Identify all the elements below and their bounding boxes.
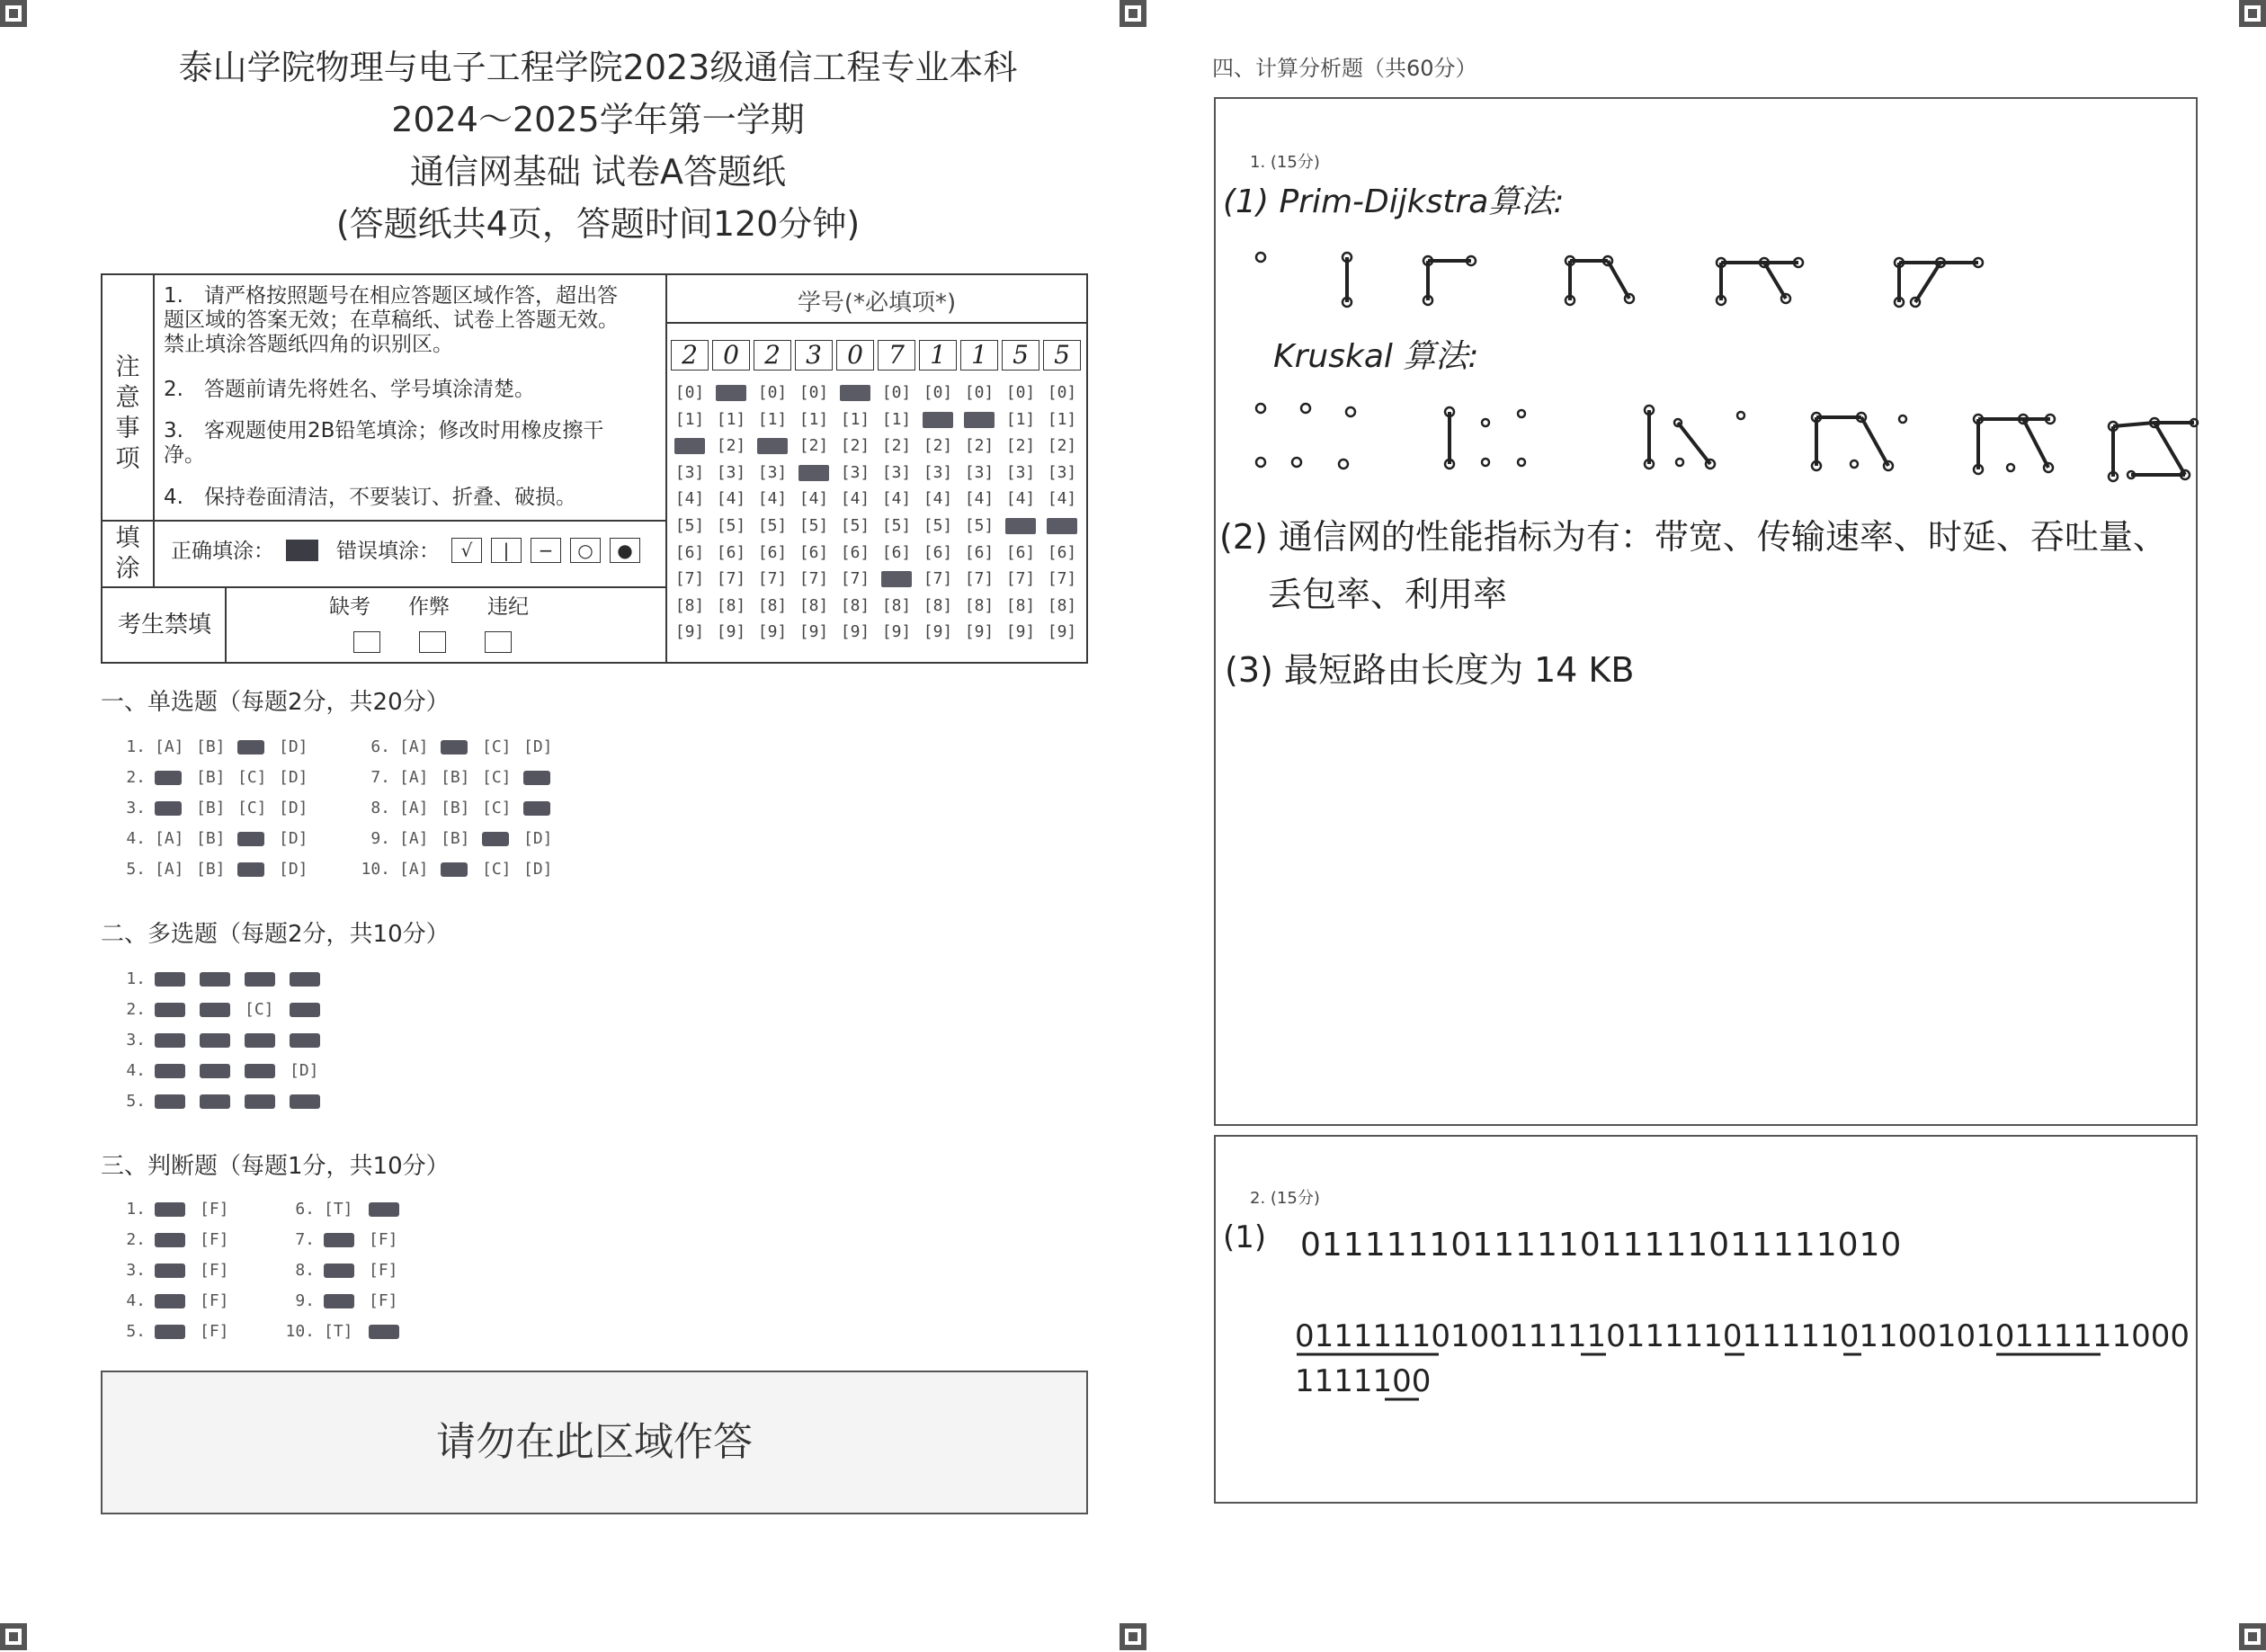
question-number: 9.: [370, 829, 390, 848]
answer-bubble[interactable]: [155, 1294, 185, 1308]
question-row: [275, 1322, 414, 1341]
question-number: 2.: [126, 1230, 146, 1249]
question-row: [113, 1000, 335, 1019]
student-id-bubble[interactable]: [8]: [716, 595, 746, 615]
answer-bubble[interactable]: [155, 1325, 185, 1339]
answer-bubble[interactable]: [155, 1064, 185, 1078]
corner-mark-top-mid: [1120, 0, 1146, 27]
question-number: 4.: [126, 1291, 146, 1310]
student-id-bubble[interactable]: [0]: [674, 383, 705, 402]
answer-bubble[interactable]: [324, 1264, 354, 1278]
student-id-bubble[interactable]: [8]: [881, 595, 912, 615]
answer-bubble[interactable]: [B]: [196, 799, 226, 817]
student-id-bubble[interactable]: [1]: [798, 409, 829, 429]
forbid-checkbox-absent[interactable]: [353, 631, 380, 653]
answer-bubble[interactable]: [B]: [196, 737, 226, 756]
answer-bubble[interactable]: [200, 1033, 230, 1048]
student-id-bubble[interactable]: [9]: [798, 622, 829, 642]
answer-bubble[interactable]: [200, 1003, 230, 1017]
student-id-bubble[interactable]: [9]: [1047, 622, 1077, 642]
student-id-bubble[interactable]: [4]: [881, 489, 912, 509]
question-number: 9.: [295, 1291, 315, 1310]
student-id-digit: 5: [1002, 340, 1039, 371]
divider: [665, 322, 1088, 324]
answer-bubble[interactable]: [155, 771, 182, 785]
section1-title: 一、单选题（每题2分，共20分）: [101, 689, 450, 716]
question-row: [113, 799, 320, 817]
student-id-bubble[interactable]: [6]: [1047, 542, 1077, 562]
question-row: [275, 1261, 414, 1280]
answer-bubble[interactable]: [155, 1233, 185, 1247]
question-number: 4.: [126, 829, 146, 848]
section4-title: 四、计算分析题（共60分）: [1212, 56, 1477, 81]
student-id-bubble[interactable]: [0]: [881, 383, 912, 402]
wrong-fill-example: ●: [610, 538, 640, 563]
student-id-bubble[interactable]: [6]: [881, 542, 912, 562]
answer-bubble[interactable]: [523, 801, 550, 816]
answer-bubble[interactable]: [C]: [237, 799, 267, 817]
student-id-bubble[interactable]: [1]: [840, 409, 870, 429]
q2-line1: 0111111011111011111011111010: [1300, 1227, 1903, 1264]
student-id-bubble[interactable]: [7]: [757, 569, 788, 589]
q1-part3: (3) 最短路由长度为 14 KB: [1225, 650, 1635, 690]
answer-bubble[interactable]: [D]: [523, 829, 553, 848]
student-id-bubble[interactable]: [2]: [840, 436, 870, 456]
student-id-bubble[interactable]: [798, 465, 829, 481]
corner-mark-bottom-mid: [1120, 1623, 1146, 1650]
q1-part2-line2: 丢包率、利用率: [1268, 575, 1508, 614]
student-id-bubble[interactable]: [5]: [674, 516, 705, 535]
q1-label: 1. (15分): [1250, 153, 1320, 172]
answer-bubble[interactable]: [D]: [279, 860, 308, 879]
question-row: [275, 1230, 414, 1249]
question-row: [113, 829, 320, 848]
student-id-bubble[interactable]: [4]: [716, 489, 746, 509]
answer-bubble[interactable]: [A]: [399, 737, 429, 756]
question-number: 2.: [126, 768, 146, 787]
answer-bubble[interactable]: [D]: [279, 737, 308, 756]
section3-title: 三、判断题（每题1分，共10分）: [101, 1153, 450, 1180]
student-id-bubble[interactable]: [7]: [840, 569, 870, 589]
student-id-digit: 7: [878, 340, 915, 371]
answer-bubble[interactable]: [C]: [482, 768, 512, 787]
student-id-bubble[interactable]: [3]: [1047, 462, 1077, 482]
q2-part1-label: (1): [1223, 1219, 1267, 1255]
student-id-bubble[interactable]: [1005, 518, 1036, 534]
student-id-bubble[interactable]: [3]: [840, 462, 870, 482]
answer-bubble[interactable]: [A]: [155, 860, 184, 879]
student-id-bubble[interactable]: [2]: [964, 436, 995, 456]
student-id-bubble[interactable]: [7]: [923, 569, 953, 589]
student-id-bubble[interactable]: [3]: [964, 462, 995, 482]
answer-bubble[interactable]: [441, 740, 468, 755]
forbid-label: 考生禁填: [117, 612, 211, 638]
student-id-bubble[interactable]: [840, 385, 870, 401]
answer-bubble[interactable]: [D]: [279, 799, 308, 817]
student-id-bubble[interactable]: [5]: [881, 516, 912, 535]
answer-bubble[interactable]: [D]: [523, 737, 553, 756]
student-id-bubble[interactable]: [2]: [798, 436, 829, 456]
answer-bubble[interactable]: [155, 1033, 185, 1048]
fill-label: 填涂: [115, 524, 140, 583]
student-id-bubble[interactable]: [9]: [757, 622, 788, 642]
answer-bubble[interactable]: [290, 1094, 320, 1109]
answer-bubble[interactable]: [F]: [200, 1291, 229, 1310]
answer-bubble[interactable]: [C]: [245, 1000, 274, 1019]
student-id-bubble[interactable]: [6]: [1005, 542, 1036, 562]
answer-bubble[interactable]: [155, 1094, 185, 1109]
answer-bubble[interactable]: [C]: [482, 799, 512, 817]
student-id-bubble[interactable]: [6]: [923, 542, 953, 562]
student-id-bubble[interactable]: [9]: [1005, 622, 1036, 642]
student-id-bubble[interactable]: [674, 438, 705, 454]
wrong-fill-label: 错误填涂：: [336, 540, 440, 563]
question-number: 10.: [361, 860, 390, 879]
answer-bubble[interactable]: [155, 972, 185, 987]
question-row: [106, 1200, 245, 1219]
student-id-bubble[interactable]: [0]: [798, 383, 829, 402]
answer-bubble[interactable]: [D]: [279, 829, 308, 848]
answer-bubble[interactable]: [155, 801, 182, 816]
prim-tree-diagrams: [1241, 243, 2005, 324]
notice-label: 注意事项: [115, 353, 140, 473]
student-id-bubble[interactable]: [1]: [757, 409, 788, 429]
question-number: 5.: [126, 1092, 146, 1111]
student-id-bubble[interactable]: [964, 412, 995, 428]
student-id-bubble[interactable]: [716, 385, 746, 401]
answer-bubble[interactable]: [200, 1094, 230, 1109]
student-id-bubble[interactable]: [8]: [674, 595, 705, 615]
student-id-bubble[interactable]: [9]: [716, 622, 746, 642]
answer-bubble[interactable]: [F]: [200, 1261, 229, 1280]
student-id-title: 学号(*必填项*): [797, 290, 957, 317]
student-id-bubble[interactable]: [0]: [757, 383, 788, 402]
answer-bubble[interactable]: [237, 740, 264, 755]
question-row: [106, 1322, 245, 1341]
q1-kruskal: Kruskal 算法:: [1273, 338, 1479, 375]
answer-bubble[interactable]: [200, 972, 230, 987]
question-number: 3.: [126, 1261, 146, 1280]
header-line-3: 通信网基础 试卷A答题纸: [409, 152, 787, 192]
answer-bubble[interactable]: [F]: [369, 1261, 398, 1280]
answer-bubble[interactable]: [441, 862, 468, 877]
student-id-bubble[interactable]: [1047, 518, 1077, 534]
answer-bubble[interactable]: [245, 1033, 275, 1048]
student-id-bubble[interactable]: [8]: [1005, 595, 1036, 615]
divider: [101, 520, 665, 522]
divider: [665, 273, 667, 664]
student-id-bubble[interactable]: [0]: [1047, 383, 1077, 402]
question-number: 5.: [126, 1322, 146, 1341]
answer-bubble[interactable]: [290, 1033, 320, 1048]
answer-bubble[interactable]: [F]: [369, 1291, 398, 1310]
question-number: 1.: [126, 737, 146, 756]
question-number: 1.: [126, 1200, 146, 1219]
question-row: [106, 1291, 245, 1310]
forbid-item-violation: 违纪: [487, 595, 529, 619]
student-id-bubble[interactable]: [8]: [923, 595, 953, 615]
student-id-bubble[interactable]: [2]: [1005, 436, 1036, 456]
question-row: [106, 1230, 245, 1249]
wrong-fill-example: √: [451, 538, 482, 563]
wrong-fill-example: −: [531, 538, 561, 563]
student-id-bubble[interactable]: [7]: [674, 569, 705, 589]
question-row: [358, 860, 565, 879]
divider: [225, 586, 227, 664]
student-id-bubble[interactable]: [4]: [840, 489, 870, 509]
no-answer-text: 请勿在此区域作答: [436, 1419, 753, 1465]
student-id-bubble[interactable]: [8]: [840, 595, 870, 615]
student-id-bubble[interactable]: [0]: [1005, 383, 1036, 402]
notice-item-2: 2. 答题前请先将姓名、学号填涂清楚。: [164, 378, 535, 401]
question-row: [113, 1092, 335, 1111]
student-id-bubble[interactable]: [757, 438, 788, 454]
student-id-bubble[interactable]: [2]: [716, 436, 746, 456]
question-number: 8.: [370, 799, 390, 817]
student-id-bubble[interactable]: [1]: [1047, 409, 1077, 429]
student-id-bubble[interactable]: [7]: [798, 569, 829, 589]
student-id-bubble[interactable]: [7]: [1005, 569, 1036, 589]
student-id-bubble[interactable]: [8]: [964, 595, 995, 615]
student-id-bubble[interactable]: [2]: [1047, 436, 1077, 456]
question-number: 5.: [126, 860, 146, 879]
answer-bubble[interactable]: [B]: [196, 829, 226, 848]
question-row: [275, 1291, 414, 1310]
student-id-bubble[interactable]: [3]: [757, 462, 788, 482]
question-row: [358, 768, 565, 787]
notice-item-3: 3. 客观题使用2B铅笔填涂；修改时用橡皮擦干净。: [164, 419, 604, 467]
student-id-bubble[interactable]: [3]: [674, 462, 705, 482]
answer-bubble[interactable]: [245, 1064, 275, 1078]
corner-mark-bottom-left: [0, 1623, 27, 1650]
student-id-bubble[interactable]: [5]: [923, 516, 953, 535]
correct-fill-label: 正确填涂：: [171, 540, 274, 563]
student-id-bubble[interactable]: [6]: [674, 542, 705, 562]
answer-bubble[interactable]: [C]: [482, 860, 512, 879]
answer-bubble[interactable]: [369, 1202, 399, 1217]
question-number: 3.: [126, 1031, 146, 1049]
student-id-bubble[interactable]: [4]: [1005, 489, 1036, 509]
q2-label: 2. (15分): [1250, 1189, 1320, 1208]
student-id-bubble[interactable]: [9]: [964, 622, 995, 642]
answer-bubble[interactable]: [D]: [290, 1061, 319, 1080]
student-id-bubble[interactable]: [2]: [881, 436, 912, 456]
answer-bubble[interactable]: [200, 1064, 230, 1078]
student-id-bubble[interactable]: [5]: [840, 516, 870, 535]
student-id-bubble[interactable]: [923, 412, 953, 428]
student-id-bubble[interactable]: [4]: [923, 489, 953, 509]
header-line-4: (答题纸共4页，答题时间120分钟): [335, 204, 861, 244]
student-id-bubble[interactable]: [3]: [1005, 462, 1036, 482]
student-id-bubble[interactable]: [6]: [840, 542, 870, 562]
correct-fill-example: [286, 540, 318, 561]
answer-bubble[interactable]: [369, 1325, 399, 1339]
header-line-1: 泰山学院物理与电子工程学院2023级通信工程专业本科: [178, 48, 1018, 87]
student-id-bubble[interactable]: [8]: [798, 595, 829, 615]
divider: [101, 586, 665, 588]
student-id-bubble[interactable]: [8]: [757, 595, 788, 615]
student-id-bubble[interactable]: [9]: [881, 622, 912, 642]
answer-bubble[interactable]: [D]: [523, 860, 553, 879]
answer-bubble[interactable]: [F]: [200, 1322, 229, 1341]
answer-bubble[interactable]: [245, 1094, 275, 1109]
answer-bubble[interactable]: [F]: [200, 1230, 229, 1249]
question-number: 7.: [295, 1230, 315, 1249]
q1-part2-line1: (2) 通信网的性能指标为有：带宽、传输速率、时延、吞吐量、: [1219, 517, 2167, 557]
student-id-bubble[interactable]: [4]: [674, 489, 705, 509]
student-id-bubble[interactable]: [6]: [757, 542, 788, 562]
answer-bubble[interactable]: [155, 1202, 185, 1217]
answer-bubble[interactable]: [A]: [155, 829, 184, 848]
answer-bubble[interactable]: [D]: [279, 768, 308, 787]
student-id-bubble[interactable]: [1]: [881, 409, 912, 429]
divider: [153, 273, 155, 586]
q1-part1: (1) Prim-Dijkstra算法:: [1223, 183, 1565, 220]
student-id-digit: 3: [795, 340, 833, 371]
question-row: [113, 768, 320, 787]
kruskal-tree-diagrams: [1250, 396, 2203, 486]
answer-bubble[interactable]: [482, 832, 509, 846]
question-row: [358, 829, 565, 848]
forbid-checkbox-cheat[interactable]: [419, 631, 446, 653]
answer-bubble[interactable]: [T]: [324, 1322, 353, 1341]
student-id-bubble[interactable]: [1]: [1005, 409, 1036, 429]
student-id-bubble[interactable]: [5]: [798, 516, 829, 535]
answer-bubble[interactable]: [A]: [399, 860, 429, 879]
student-id-bubble[interactable]: [7]: [716, 569, 746, 589]
answer-bubble[interactable]: [155, 1003, 185, 1017]
student-id-digit: 1: [960, 340, 998, 371]
answer-bubble[interactable]: [T]: [324, 1200, 353, 1219]
corner-mark-top-right: [2239, 0, 2266, 27]
wrong-fill-example: |: [491, 538, 522, 563]
question-row: [358, 737, 565, 756]
answer-bubble[interactable]: [523, 771, 550, 785]
student-id-bubble[interactable]: [4]: [964, 489, 995, 509]
q2-line3: 1111100: [1295, 1363, 1432, 1399]
student-id-bubble[interactable]: [8]: [1047, 595, 1077, 615]
answer-bubble[interactable]: [F]: [200, 1200, 229, 1219]
student-id-bubble[interactable]: [0]: [923, 383, 953, 402]
student-id-digit: 1: [919, 340, 957, 371]
answer-bubble[interactable]: [B]: [441, 829, 470, 848]
student-id-bubble[interactable]: [6]: [798, 542, 829, 562]
question-number: 6.: [295, 1200, 315, 1219]
student-id-bubble[interactable]: [881, 571, 912, 587]
q2-line2: 0111111010011111011111011111011001010111111000: [1295, 1318, 2190, 1354]
question-row: [113, 1031, 335, 1049]
answer-bubble[interactable]: [290, 972, 320, 987]
answer-bubble[interactable]: [237, 832, 264, 846]
answer-bubble[interactable]: [F]: [369, 1230, 398, 1249]
question-number: 4.: [126, 1061, 146, 1080]
answer-bubble[interactable]: [B]: [196, 860, 226, 879]
corner-mark-top-left: [0, 0, 27, 27]
student-id-digit: 2: [671, 340, 709, 371]
answer-bubble[interactable]: [A]: [399, 768, 429, 787]
answer-bubble[interactable]: [B]: [441, 768, 470, 787]
answer-bubble[interactable]: [B]: [441, 799, 470, 817]
wrong-fill-example: ○: [570, 538, 601, 563]
answer-bubble[interactable]: [237, 862, 264, 877]
question-number: 8.: [295, 1261, 315, 1280]
student-id-bubble[interactable]: [7]: [1047, 569, 1077, 589]
forbid-item-absent: 缺考: [329, 595, 370, 619]
forbid-checkbox-violation[interactable]: [485, 631, 512, 653]
student-id-bubble[interactable]: [0]: [964, 383, 995, 402]
notice-item-1: 1. 请严格按照题号在相应答题区域作答，超出答题区域的答案无效；在草稿纸、试卷上答题无效。禁止填涂答题纸四角的识别区。: [164, 284, 619, 356]
student-id-bubble[interactable]: [5]: [716, 516, 746, 535]
question-number: 6.: [370, 737, 390, 756]
answer-bubble[interactable]: [324, 1294, 354, 1308]
student-id-digit: 0: [712, 340, 750, 371]
question-row: [113, 969, 335, 988]
student-id-bubble[interactable]: [5]: [757, 516, 788, 535]
student-id-bubble[interactable]: [4]: [798, 489, 829, 509]
question-number: 2.: [126, 1000, 146, 1019]
question-number: 3.: [126, 799, 146, 817]
student-id-bubble[interactable]: [9]: [923, 622, 953, 642]
question-row: [106, 1261, 245, 1280]
answer-bubble[interactable]: [324, 1233, 354, 1247]
corner-mark-bottom-right: [2239, 1623, 2266, 1650]
question-row: [113, 860, 320, 879]
student-id-bubble[interactable]: [1]: [716, 409, 746, 429]
student-id-bubble[interactable]: [6]: [964, 542, 995, 562]
student-id-digit: 0: [836, 340, 874, 371]
answer-bubble[interactable]: [A]: [399, 799, 429, 817]
forbid-item-cheat: 作弊: [408, 595, 450, 619]
no-answer-zone: [101, 1371, 1088, 1514]
question-number: 7.: [370, 768, 390, 787]
student-id-bubble[interactable]: [7]: [964, 569, 995, 589]
student-id-digit: 5: [1043, 340, 1081, 371]
student-id-bubble[interactable]: [9]: [674, 622, 705, 642]
section2-title: 二、多选题（每题2分，共10分）: [101, 921, 450, 948]
answer-bubble[interactable]: [C]: [482, 737, 512, 756]
student-id-bubble[interactable]: [6]: [716, 542, 746, 562]
student-id-bubble[interactable]: [3]: [716, 462, 746, 482]
question-number: 1.: [126, 969, 146, 988]
answer-bubble[interactable]: [C]: [237, 768, 267, 787]
question-row: [113, 737, 320, 756]
notice-item-4: 4. 保持卷面清洁，不要装订、折叠、破损。: [164, 486, 576, 509]
answer-bubble[interactable]: [A]: [399, 829, 429, 848]
header-line-2: 2024～2025学年第一学期: [391, 100, 805, 139]
student-id-bubble[interactable]: [5]: [964, 516, 995, 535]
student-id-digit: 2: [754, 340, 791, 371]
student-id-bubble[interactable]: [3]: [923, 462, 953, 482]
student-id-bubble[interactable]: [4]: [757, 489, 788, 509]
student-id-bubble[interactable]: [9]: [840, 622, 870, 642]
q2-underlines: [1295, 1349, 2176, 1403]
answer-bubble[interactable]: [B]: [196, 768, 226, 787]
student-id-bubble[interactable]: [3]: [881, 462, 912, 482]
student-id-bubble[interactable]: [4]: [1047, 489, 1077, 509]
question-row: [275, 1200, 414, 1219]
answer-bubble[interactable]: [290, 1003, 320, 1017]
answer-bubble[interactable]: [155, 1264, 185, 1278]
student-id-bubble[interactable]: [2]: [923, 436, 953, 456]
question-row: [113, 1061, 335, 1080]
question-number: 10.: [285, 1322, 315, 1341]
student-id-bubble[interactable]: [1]: [674, 409, 705, 429]
answer-bubble[interactable]: [245, 972, 275, 987]
question-row: [358, 799, 565, 817]
answer-bubble[interactable]: [A]: [155, 737, 184, 756]
